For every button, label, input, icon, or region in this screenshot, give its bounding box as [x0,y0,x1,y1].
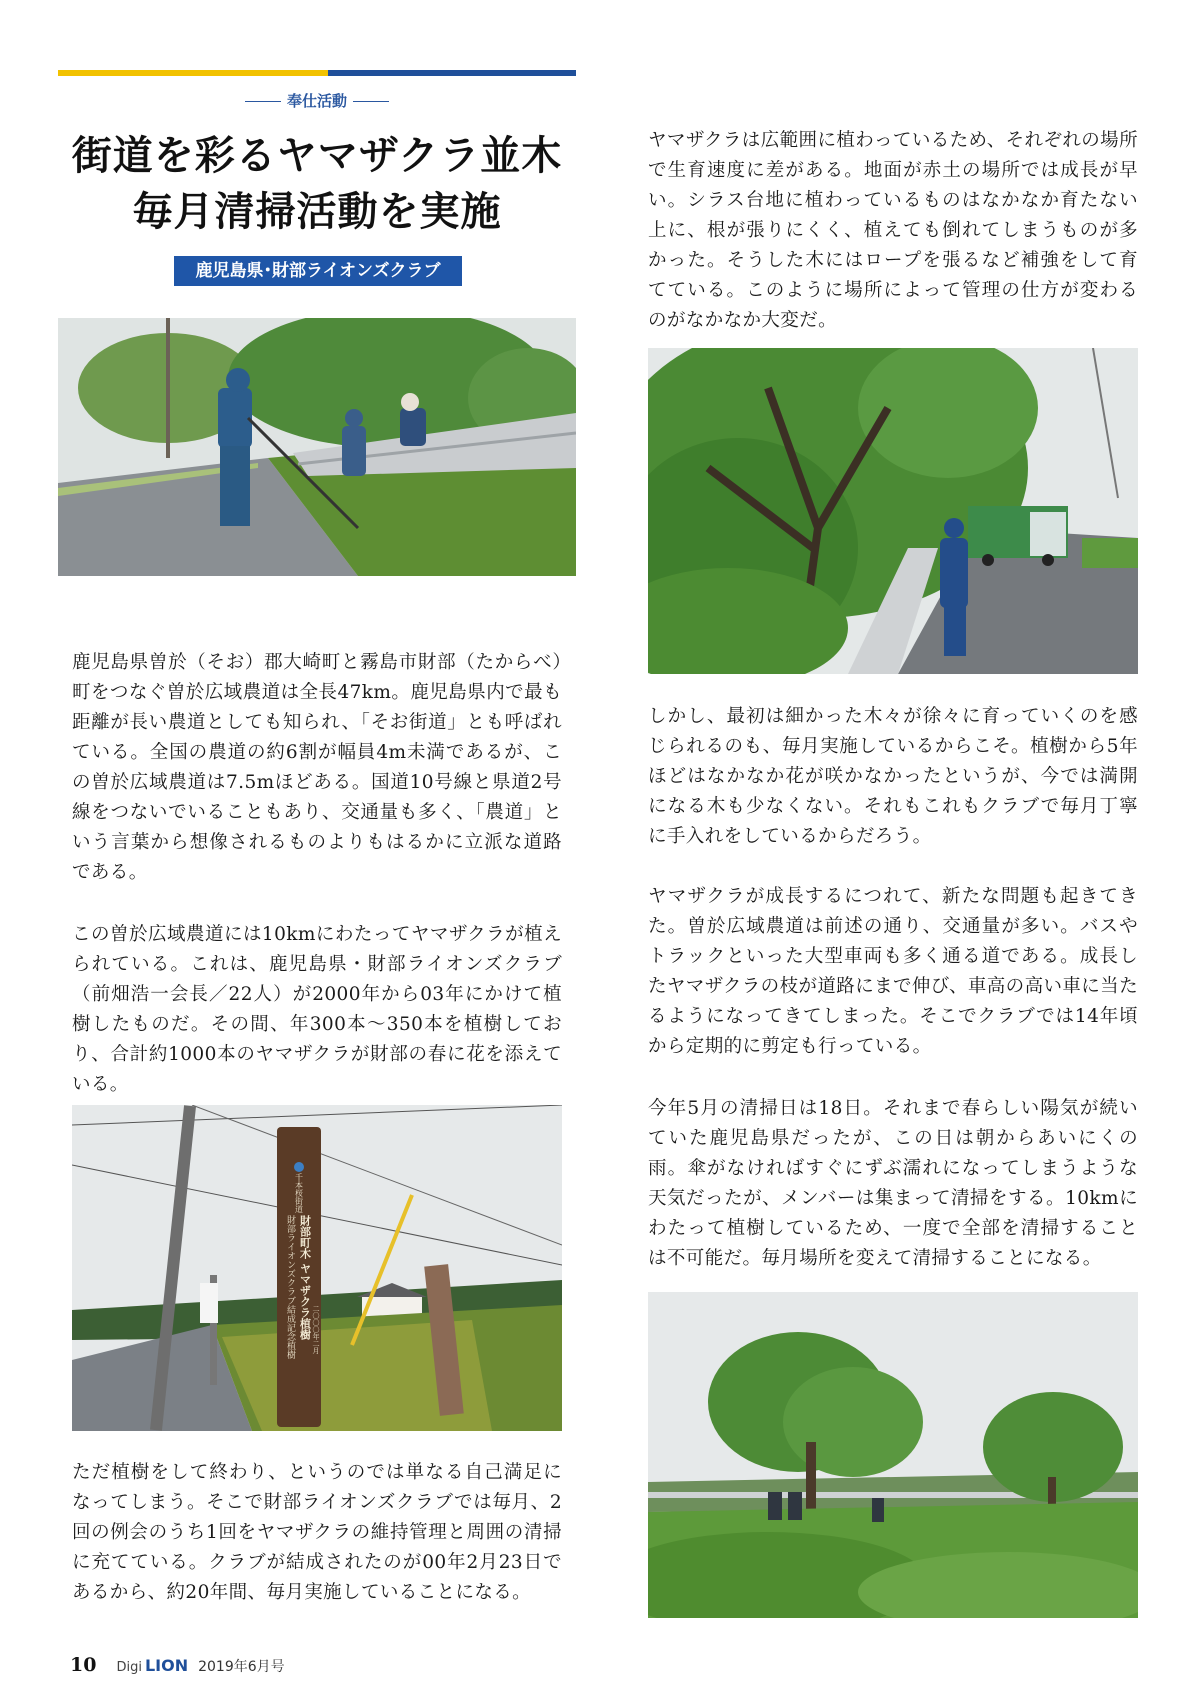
title-line-1: 街道を彩るヤマザクラ並木 [71,132,563,179]
footer-brand: LION [144,1656,189,1675]
footer-issue: 2019年6月号 [198,1659,285,1675]
header-bar-yellow [58,70,328,76]
photo-commemorative-signpost [72,1105,562,1431]
paragraph-4: ヤマザクラは広範囲に植わっているため、それぞれの場所で生育速度に差がある。地面が赤土の場所では成長が早い。シラス台地に植わっているものはなかなか育たない上に、根が張りにくく、植えても倒れてしまうものが多かった。そうした木にはロープを張るなど補強をして育てている。このように場所によって管理の仕方が変わるのがなかなか大変だ。 [648,130,1138,331]
header-bar-blue [328,70,576,76]
paragraph-5: しかし、最初は細かった木々が徐々に育っていくのを感じられるのも、毎月実施しているからこそ。植樹から5年ほどはなかなか花が咲かなかったというが、今では満開になる木も少なくない。それもこれもクラブで毎月丁寧に手入れをしているからだろう。 [648,706,1138,847]
paragraph-3: ただ植樹をして終わり、というのでは単なる自己満足になってしまう。そこで財部ライオンズクラブでは毎月、2回の例会のうち1回をヤマザクラの維持管理と周囲の清掃に充てている。クラブが結成されたのが00年2月23日であるから、約20年間、毎月実施していることになる。 [72,1462,562,1603]
club-name-badge: 鹿児島県･財部ライオンズクラブ [174,256,462,286]
signpost-text-3: 財部町木 ヤマザクラ植樹 [298,1215,312,1340]
section-rule-left [245,101,281,102]
page-number: 10 [70,1654,97,1676]
page-footer [70,1654,285,1676]
header-color-bar [58,70,576,76]
paragraph-2: この曽於広域農道には10kmにわたってヤマザクラが植えられている。これは、鹿児島県・財部ライオンズクラブ（前畑浩一会長／22人）が2000年から03年にかけて植樹したものだ。その間、年300本〜350本を植樹しており、合計約1000本のヤマザクラが財部の春に花を添えている。 [72,924,562,1095]
paragraph-6: ヤマザクラが成長するにつれて、新たな問題も起きてきた。曽於広域農道は前述の通り、交通量が多い。バスやトラックといった大型車両も多く通る道である。成長したヤマザクラの枝が道路にまで伸び、車高の高い車に当たるようになってきてしまった。そこでクラブでは14年頃から定期的に剪定も行っている。 [648,886,1138,1057]
signpost-text-2: 財部ライオンズクラブ結成記念植樹 [285,1215,295,1359]
photo-roadside-mowing [58,318,576,576]
signpost-text-4: 二〇〇〇年二月 [312,1305,320,1354]
paragraph-1: 鹿児島県曽於（そお）郡大崎町と霧島市財部（たからべ）町をつなぐ曽於広域農道は全長47km。鹿児島県内で最も距離が長い農道としても知られ、「そお街道」とも呼ばれている。全国の農道の約6割が幅員4m未満であるが、この曽於広域農道は7.5mほどある。国道10号線と県道2号線をつないでいることもあり、交通量も多く、「農道」という言葉から想像されるものよりもはるかに立派な道路である。 [72,652,562,883]
section-rule-right [353,101,389,102]
title-line-2: 毎月清掃活動を実施 [132,188,502,235]
signpost-text-1: 千本桜街道 [294,1173,304,1213]
paragraph-7: 今年5月の清掃日は18日。それまで春らしい陽気が続いていた鹿児島県だったが、この日は朝からあいにくの雨。傘がなければすぐにずぶ濡れになってしまうような天気だったが、メンバーは集まって清掃をする。10kmにわたって植樹しているため、一度で全部を清掃することは不可能だ。毎月場所を変えて清掃することになる。 [648,1098,1138,1269]
article-title [58,128,576,240]
photo-tree-and-truck [648,348,1138,674]
footer-digi: Digi [116,1660,142,1675]
photo-cherry-trees-cleanup [648,1292,1138,1618]
section-label [58,90,576,111]
section-label-text: 奉仕活動 [286,92,347,110]
